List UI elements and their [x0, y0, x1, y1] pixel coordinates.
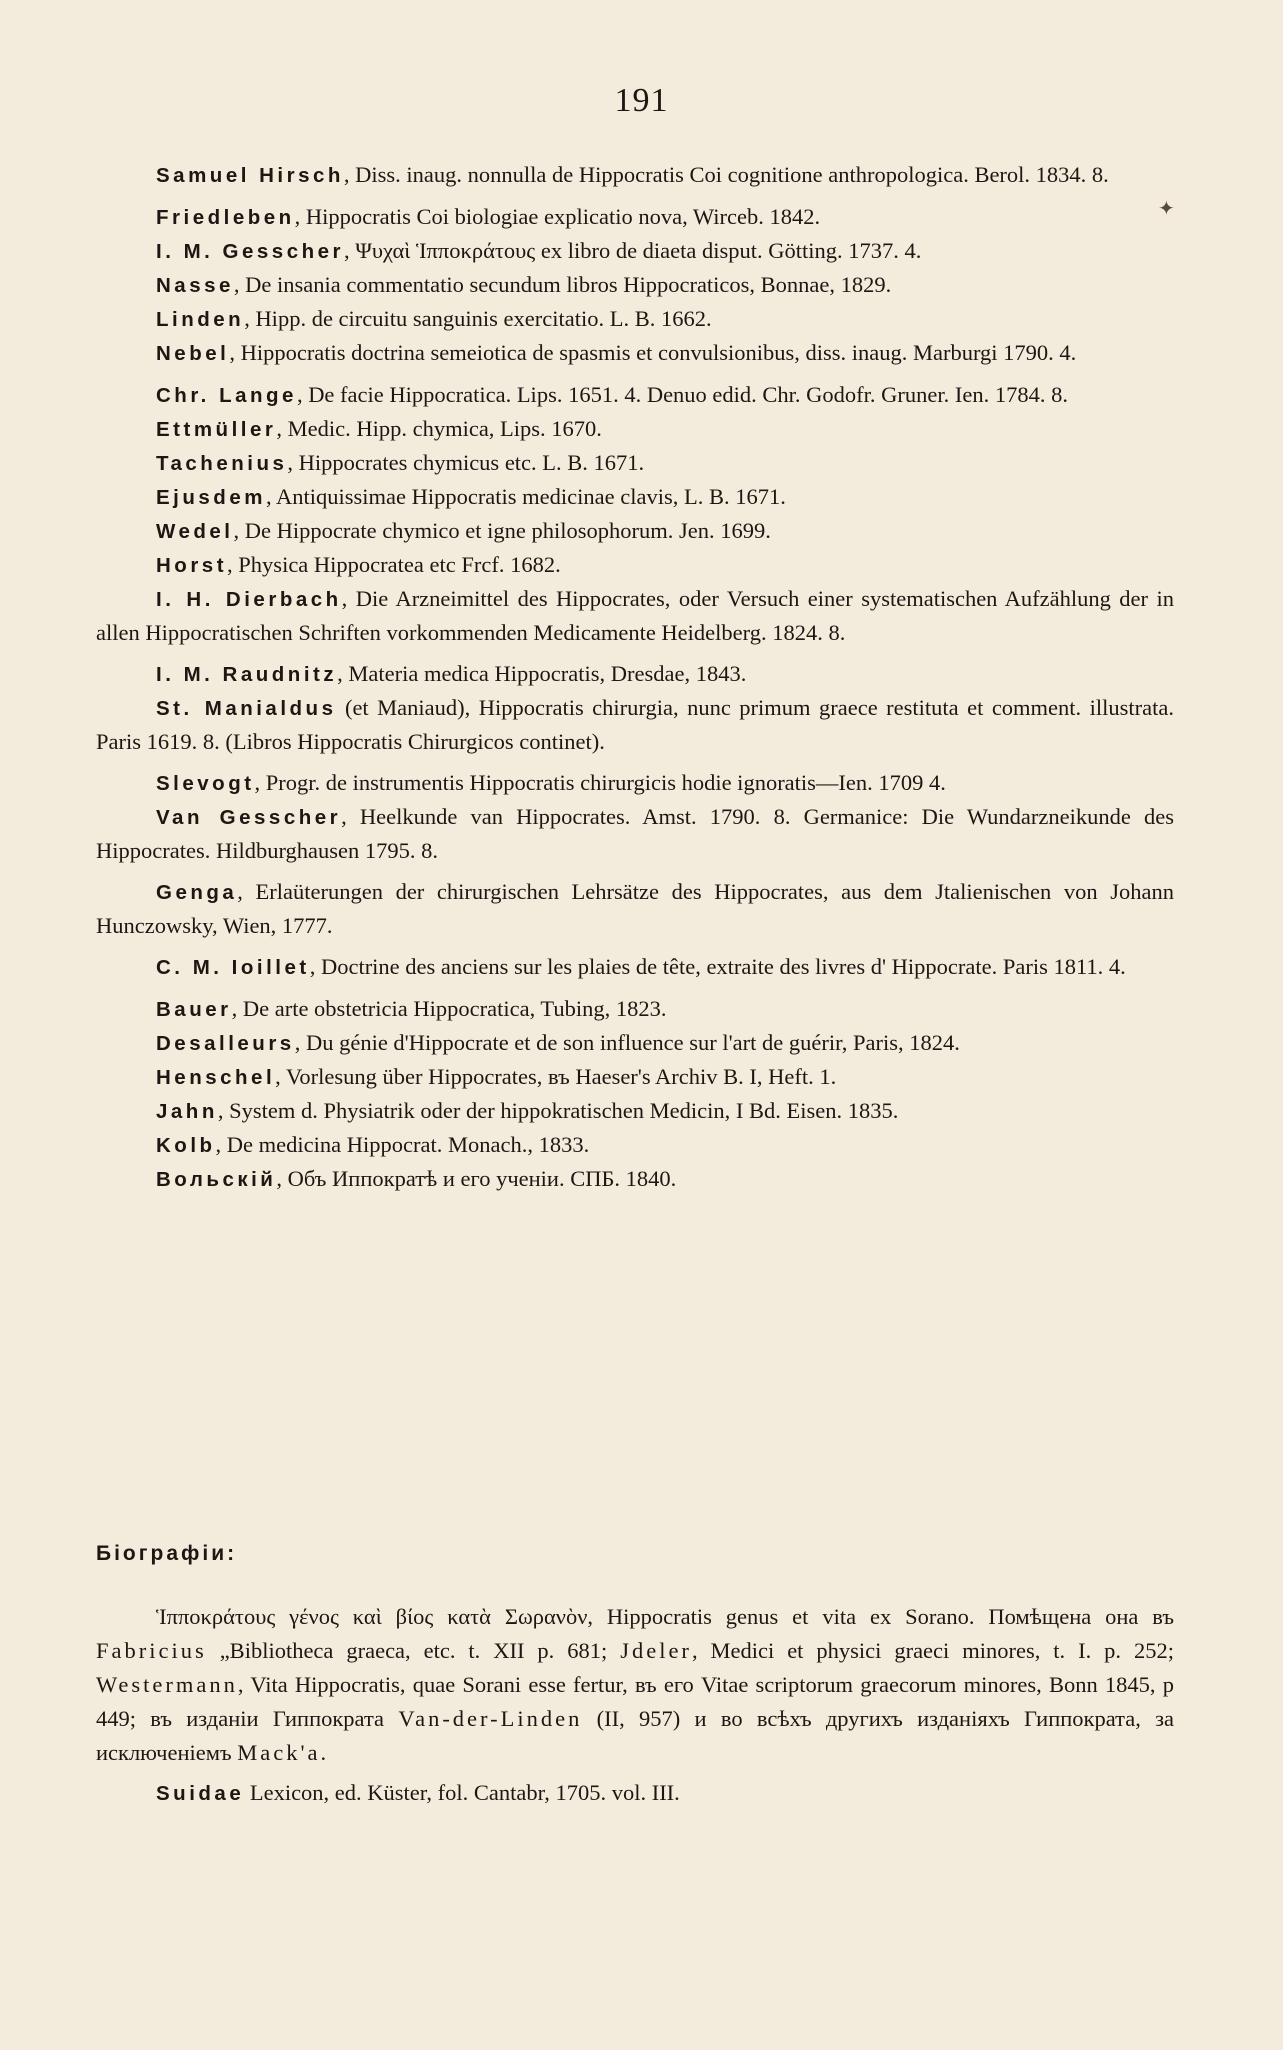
entry-text: , De medicina Hippocrat. Monach., 1833.	[215, 1132, 590, 1157]
bibliography-entry	[96, 412, 1174, 446]
bio-author-suidae: Suidae	[156, 1782, 245, 1805]
bibliography-entry	[96, 992, 1174, 1026]
entry-text: , Объ Иппократѣ и его ученіи. СПБ. 1840.	[276, 1166, 677, 1191]
entry-author: I. M. Gesscher	[156, 240, 345, 263]
bibliography-entry	[96, 378, 1174, 412]
entry-author: Tachenius	[156, 452, 288, 475]
entry-text: , De facie Hippocratica. Lips. 1651. 4. Denuo edid. Chr. Godofr. Gruner. Ien. 1784. 8.	[296, 382, 1069, 407]
entry-author: Horst	[156, 554, 228, 577]
entry-text: , De Hippocrate chymico et igne philosophorum. Jen. 1699.	[233, 518, 771, 543]
entry-text: , Progr. de instrumentis Hippocratis chirurgicis hodie ignoratis—Ien. 1709 4.	[254, 770, 946, 795]
biography-heading: Біографіи:	[96, 1542, 238, 1565]
entry-text: , De arte obstetricia Hippocratica, Tubing, 1823.	[231, 996, 667, 1021]
bibliography-entry	[96, 1128, 1174, 1162]
entry-text: (et Maniaud), Hippocratis chirurgia, nunc primum graece restituta et comment. illustrata. Paris 1619. 8. (Libros Hippocratis Chirurgicos continet).	[96, 695, 1174, 754]
entry-text: , Medic. Hipp. chymica, Lips. 1670.	[276, 416, 602, 441]
entry-author: Van Gesscher	[156, 806, 342, 829]
bio-text: (II, 957) и во всѣхъ другихъ изданіяхъ Гиппократа, за исключеніемъ	[96, 1706, 1174, 1765]
entry-author: St. Manialdus	[156, 697, 337, 720]
bibliography-entry	[96, 950, 1174, 984]
entry-text: , Die Arzneimittel des Hippocrates, oder Versuch einer systematischen Aufzählung der in allen Hippocratischen Schriften vorkommenden Medicamente Heidelberg. 1824. 8.	[96, 586, 1174, 645]
entry-text: , Du génie d'Hippocrate et de son influence sur l'art de guérir, Paris, 1824.	[294, 1030, 960, 1055]
entry-text: , Vorlesung über Hippocrates, въ Haeser's Archiv B. I, Heft. 1.	[275, 1064, 837, 1089]
star-mark-icon: ✦	[1158, 198, 1175, 220]
bibliography-entry	[96, 158, 1174, 192]
entry-text: , Physica Hippocratea etc Frcf. 1682.	[227, 552, 561, 577]
entry-text: , Doctrine des anciens sur les plaies de tête, extraite des livres d' Hippocrate. Paris 1811. 4.	[309, 954, 1126, 979]
bibliography-entry	[96, 766, 1174, 800]
bio-author-ideler: Jdeler	[620, 1638, 692, 1663]
bio-text: Lexicon, ed. Küster, fol. Cantabr, 1705. vol. III.	[244, 1780, 680, 1805]
entry-text: , Hippocratis Coi biologiae explicatio nova, Wirceb. 1842.	[294, 204, 821, 229]
bibliography-entry	[96, 1094, 1174, 1128]
entry-text: , Erlaüterungen der chirurgischen Lehrsätze des Hippocrates, aus dem Jtalienischen von Johann Hunczowsky, Wien, 1777.	[96, 879, 1174, 938]
bio-author-mack: Mack'a	[237, 1740, 321, 1765]
entry-author: Bauer	[156, 998, 232, 1021]
entry-author: Desalleurs	[156, 1032, 295, 1055]
bio-text: Ἱπποκράτους γένος καὶ βίος κατὰ Σωρανὸν, Hippocratis genus et vita ex Sorano. Помѣщена она въ	[156, 1604, 1174, 1629]
page-number: 191	[614, 82, 669, 119]
bio-text: .	[320, 1740, 327, 1765]
entry-text: , Hippocrates chymicus etc. L. B. 1671.	[287, 450, 645, 475]
biography-paragraph	[96, 1600, 1174, 1770]
entry-text: , De insania commentatio secundum libros Hippocraticos, Bonnae, 1829.	[233, 272, 892, 297]
bibliography-entry	[96, 1162, 1174, 1196]
entry-author: Kolb	[156, 1134, 216, 1157]
entry-author: I. H. Dierbach	[156, 588, 342, 611]
entry-author: Вольскій	[156, 1168, 277, 1191]
entry-author: Ettmüller	[156, 418, 277, 441]
entry-text: , Heelkunde van Hippocrates. Amst. 1790. 8. Germanice: Die Wundarzneikunde des Hippocrates. Hildburghausen 1795. 8.	[96, 804, 1174, 863]
bibliography-entry	[96, 1060, 1174, 1094]
entry-author: Genga	[156, 881, 238, 904]
entry-author: Samuel Hirsch	[156, 164, 344, 187]
entry-text: , Materia medica Hippocratis, Dresdae, 1843.	[337, 661, 747, 686]
entry-author: Slevogt	[156, 772, 255, 795]
bio-text: , Vita Hippocratis, quae Sorani esse fertur, въ его Vitae scriptorum graecorum minores, Bonn 1845, p 449; въ изданіи Гиппократа	[96, 1672, 1174, 1731]
biography-paragraph	[96, 1776, 1174, 1811]
entry-author: C. M. Ioillet	[156, 956, 310, 979]
bibliography-entry	[96, 800, 1174, 867]
entry-author: Ejusdem	[156, 486, 266, 509]
bibliography-list	[96, 158, 1174, 1196]
bibliography-entry	[96, 691, 1174, 758]
entry-text: , System d. Physiatrik oder der hippokratischen Medicin, I Bd. Eisen. 1835.	[217, 1098, 899, 1123]
entry-text: , Hipp. de circuitu sanguinis exercitatio. L. B. 1662.	[244, 306, 712, 331]
entry-text: , Ψυχαὶ Ἱπποκράτους ex libro de diaeta disput. Götting. 1737. 4.	[344, 238, 922, 263]
bio-author-fabricius: Fabricius	[96, 1638, 207, 1663]
bibliography-entry	[96, 1026, 1174, 1060]
entry-author: Henschel	[156, 1066, 276, 1089]
entry-author: Jahn	[156, 1100, 218, 1123]
entry-author: Nebel	[156, 342, 230, 365]
bio-text: „Bibliotheca graeca, etc. t. XII p. 681;	[206, 1638, 621, 1663]
entry-text: , Antiquissimae Hippocratis medicinae clavis, L. B. 1671.	[265, 484, 786, 509]
bibliography-entry	[96, 548, 1174, 582]
bio-author-vanderlinden: Van-der-Linden	[398, 1706, 583, 1731]
entry-author: Linden	[156, 308, 245, 331]
entry-text: , Diss. inaug. nonnulla de Hippocratis Coi cognitione anthropologica. Berol. 1834. 8.	[343, 162, 1109, 187]
bibliography-entry	[96, 480, 1174, 514]
bibliography-entry	[96, 582, 1174, 649]
entry-author: I. M. Raudnitz	[156, 663, 338, 686]
entry-author: Nasse	[156, 274, 234, 297]
bibliography-entry	[96, 336, 1174, 370]
bibliography-entry	[96, 200, 1174, 234]
bibliography-entry	[96, 446, 1174, 480]
bibliography-entry	[96, 268, 1174, 302]
bibliography-entry	[96, 234, 1174, 268]
bibliography-entry	[96, 657, 1174, 691]
bibliography-entry	[96, 875, 1174, 942]
entry-author: Friedleben	[156, 206, 295, 229]
bio-text: , Medici et physici graeci minores, t. I. p. 252;	[691, 1638, 1175, 1663]
entry-author: Chr. Lange	[156, 384, 297, 407]
entry-text: , Hippocratis doctrina semeiotica de spasmis et convulsionibus, diss. inaug. Marburgi 1790. 4.	[229, 340, 1077, 365]
biography-section	[96, 1600, 1174, 1811]
bio-author-westermann: Westermann	[96, 1672, 238, 1697]
bibliography-entry	[96, 302, 1174, 336]
bibliography-entry	[96, 514, 1174, 548]
entry-author: Wedel	[156, 520, 234, 543]
